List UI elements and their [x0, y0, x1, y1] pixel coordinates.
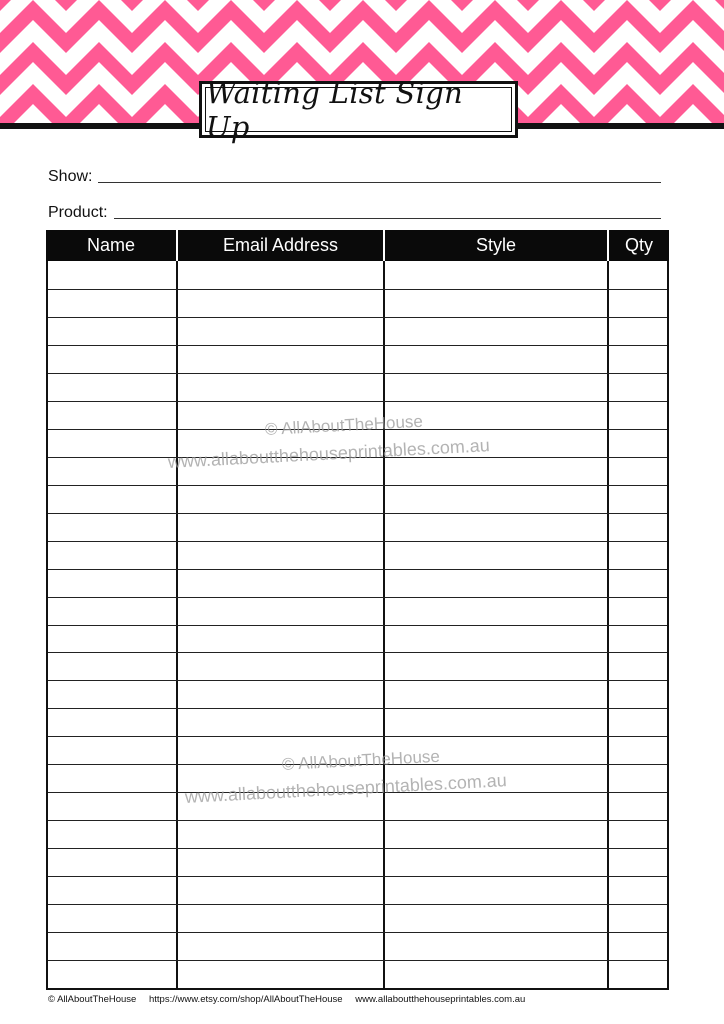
product-field[interactable]	[48, 200, 661, 222]
footer-copyright: © AllAboutTheHouse	[48, 994, 137, 1005]
row-divider	[48, 708, 667, 709]
row-divider	[48, 569, 667, 570]
title-frame	[199, 75, 518, 144]
row-divider	[48, 485, 667, 486]
row-divider	[48, 289, 667, 290]
watermark-copyright: © AllAboutTheHouse	[264, 411, 424, 439]
row-divider	[48, 317, 667, 318]
watermark-url: www.allaboutthehouseprintables.com.au	[167, 435, 491, 472]
row-divider	[48, 373, 667, 374]
header-style: Style	[475, 235, 517, 255]
product-write-line[interactable]	[114, 217, 661, 219]
row-divider	[48, 960, 667, 961]
product-label: Product:	[48, 204, 108, 221]
signup-table	[46, 230, 669, 990]
row-divider	[48, 848, 667, 849]
header-name: Name	[86, 235, 135, 255]
row-divider	[48, 625, 667, 626]
row-divider	[48, 541, 667, 542]
row-divider	[48, 401, 667, 402]
footer	[48, 994, 535, 1005]
show-write-line[interactable]	[98, 181, 661, 183]
header-qty: Qty	[624, 235, 653, 255]
row-divider	[48, 876, 667, 877]
footer-site-link[interactable]: www.allaboutthehouseprintables.com.au	[355, 994, 526, 1005]
footer-etsy-link[interactable]: https://www.etsy.com/shop/AllAboutTheHouse	[148, 994, 343, 1005]
header-email: Email Address	[222, 235, 339, 255]
show-field[interactable]	[48, 164, 661, 186]
watermark-url: www.allaboutthehouseprintables.com.au	[184, 770, 508, 807]
row-divider	[48, 597, 667, 598]
row-divider	[48, 820, 667, 821]
page-title: Waiting List Sign Up	[206, 75, 464, 144]
title-frame-inner	[205, 75, 512, 144]
table-body[interactable]	[46, 261, 669, 990]
table-header	[46, 230, 669, 261]
row-divider	[48, 680, 667, 681]
row-divider	[48, 736, 667, 737]
row-divider	[48, 345, 667, 346]
row-divider	[48, 513, 667, 514]
row-divider	[48, 652, 667, 653]
row-divider	[48, 932, 667, 933]
watermark-copyright: © AllAboutTheHouse	[281, 746, 441, 774]
show-label: Show:	[48, 168, 93, 185]
row-divider	[48, 904, 667, 905]
